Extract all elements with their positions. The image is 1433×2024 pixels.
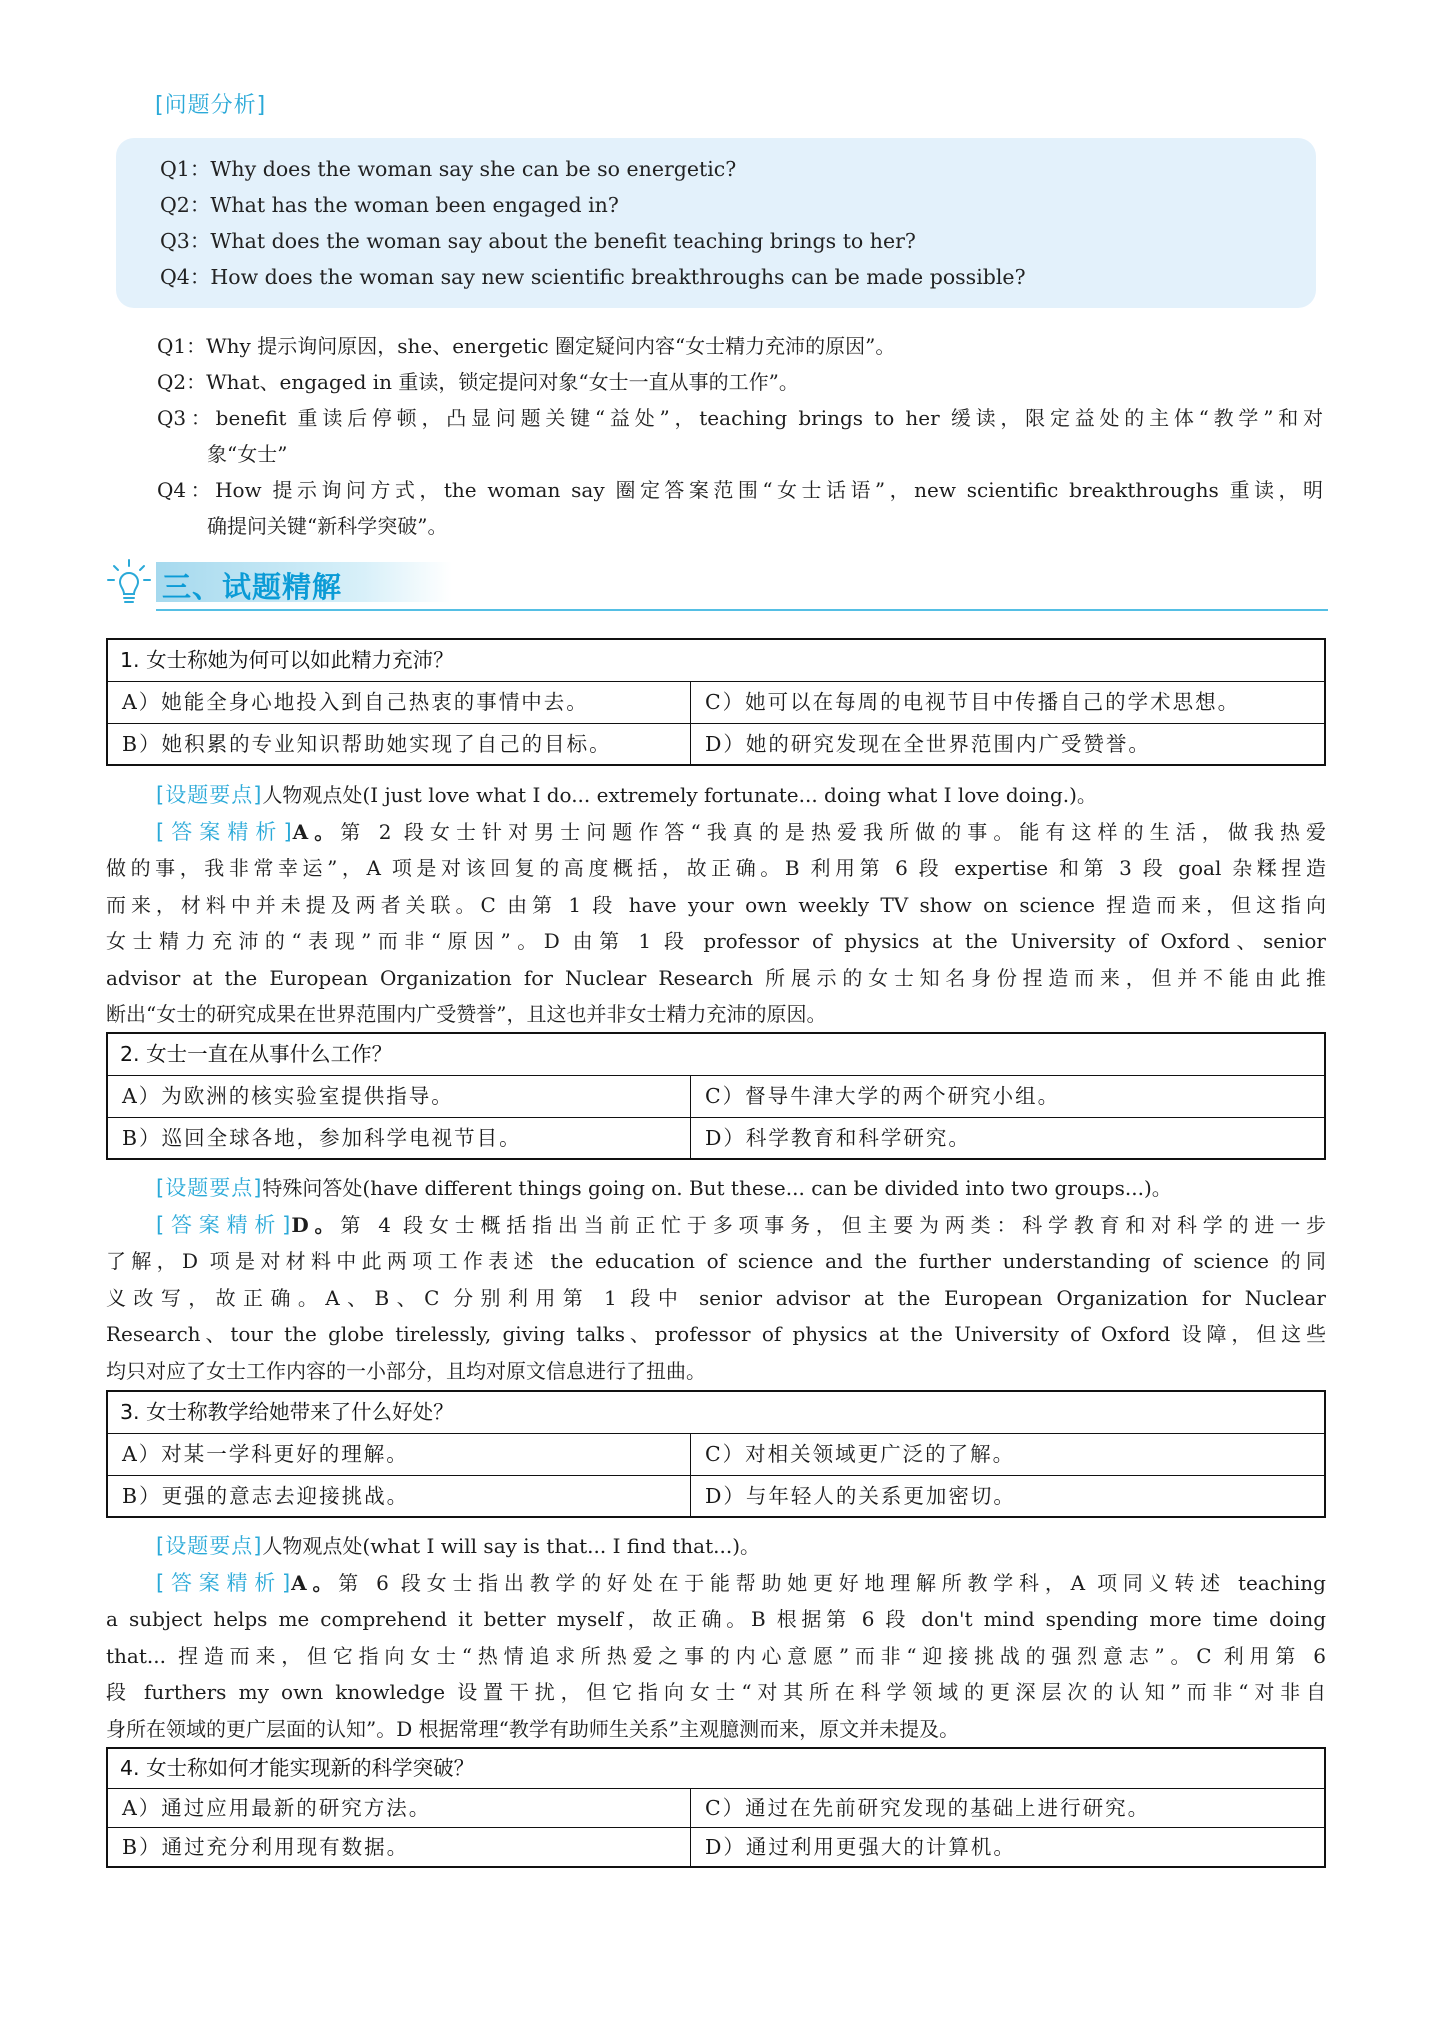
point-tag: [设题要点] [156,783,263,807]
question-title: 1. 女士称她为何可以如此精力充沛？ [108,640,1324,682]
lightbulb-icon [106,558,152,608]
option-a: A）为欧洲的核实验室提供指导。 [108,1076,691,1118]
section-divider [156,609,1328,611]
answer-tag: [答案精析] [156,1570,292,1595]
option-d: D）与年轻人的关系更加密切。 [705,1484,1016,1508]
option-d: D）她的研究发现在全世界范围内广受赞誉。 [705,732,1151,756]
answer-letter: A。 [291,1570,339,1595]
point-tag: [设题要点] [156,1176,263,1200]
option-a: A）她能全身心地投入到自己热衷的事情中去。 [108,682,691,724]
question-table-1 [106,638,1326,766]
answer-line: that... 捏造而来，但它指向女士“热情追求所热爱之事的内心意愿”而非“迎接挑战的强烈意志”。C 利用第 6 [106,1643,1326,1668]
question-q4: Q4：How does the woman say new scientific breakthroughs can be made possible? [160,265,1026,289]
questions-box [116,138,1316,308]
point-text: 人物观点处(what I will say is that... I find that...)。 [262,1534,760,1558]
analysis-q1: Q1：Why 提示询问原因，she、energetic 圈定疑问内容“女士精力充沛的原因”。 [157,334,896,358]
answer-line: 了解，D 项是对材料中此两项工作表述 the education of science and the further understanding of science 的同 [106,1249,1326,1273]
question-title: 2. 女士一直在从事什么工作？ [108,1034,1324,1076]
option-a: A）对某一学科更好的理解。 [108,1434,691,1476]
question-q3: Q3：What does the woman say about the benefit teaching brings to her? [160,229,916,253]
question-table-2 [106,1032,1326,1160]
analysis-q2: Q2：What、engaged in 重读，锁定提问对象“女士一直从事的工作”。 [157,370,799,394]
option-c: C）督导牛津大学的两个研究小组。 [691,1076,1324,1118]
section-title-bar [156,562,452,602]
answer-line: 而来，材料中并未提及两者关联。C 由第 1 段 have your own weekly TV show on science 捏造而来，但这指向 [106,892,1326,917]
answer-letter: A。 [292,819,341,844]
answer-line: 做的事，我非常幸运”，A 项是对该回复的高度概括，故正确。B 利用第 6 段 expertise 和第 3 段 goal 杂糅捏造 [106,856,1326,880]
option-d: D）通过利用更强大的计算机。 [705,1835,1016,1859]
option-c: C）她可以在每周的电视节目中传播自己的学术思想。 [691,682,1324,724]
question-q1: Q1：Why does the woman say she can be so energetic? [160,157,737,181]
question-table-3 [106,1390,1326,1518]
section-title: 三、试题精解 [162,570,343,604]
question-title: 3. 女士称教学给她带来了什么好处？ [108,1392,1324,1434]
option-a: A）通过应用最新的研究方法。 [108,1789,691,1828]
answer-line: 第 4 段女士概括指出当前正忙于多项事务，但主要为两类：科学教育和对科学的进一步 [340,1212,1326,1237]
answer-line: 断出“女士的研究成果在世界范围内广受赞誉”，且这也并非女士精力充沛的原因。 [106,1002,827,1026]
question-title: 4. 女士称如何才能实现新的科学突破？ [108,1749,1324,1789]
option-c: C）通过在先前研究发现的基础上进行研究。 [691,1789,1324,1828]
point-tag: [设题要点] [156,1534,263,1558]
explanation-1 [106,777,1326,1033]
section-header [106,556,1328,612]
answer-line: a subject helps me comprehend it better myself，故正确。B 根据第 6 段 don't mind spending more time doing [106,1607,1326,1631]
point-text: 特殊问答处(have different things going on. But these... can be divided into two groups...)。 [262,1176,1172,1200]
answer-line: 第 6 段女士指出教学的好处在于能帮助她更好地理解所教学科，A 项同义转述 teaching [338,1570,1326,1595]
answer-line: 身所在领域的更广层面的认知”。D 根据常理“教学有助师生关系”主观臆测而来，原文并未提及。 [106,1716,960,1741]
question-table-4 [106,1747,1326,1868]
option-b: B）更强的意志去迎接挑战。 [108,1476,691,1516]
point-text: 人物观点处(I just love what I do... extremely fortunate... doing what I love doing.)。 [262,783,1097,807]
answer-tag: [答案精析] [156,819,293,844]
question-q2: Q2：What has the woman been engaged in? [160,193,619,217]
analysis-q4-cont: 确提问关键“新科学突破”。 [207,514,448,538]
answer-tag: [答案精析] [156,1212,292,1237]
answer-line: 均只对应了女士工作内容的一小部分，且均对原文信息进行了扭曲。 [106,1358,706,1383]
answer-line: 女士精力充沛的“表现”而非“原因”。D 由第 1 段 professor of physics at the University of Oxford、senior [106,929,1326,953]
option-b: B）通过充分利用现有数据。 [108,1828,691,1866]
question-analysis [157,328,1323,544]
answer-line: 第 2 段女士针对男士问题作答“我真的是热爱我所做的事。能有这样的生活，做我热爱 [340,819,1326,844]
option-b: B）巡回全球各地，参加科学电视节目。 [108,1118,691,1158]
answer-line: 义改写，故正确。A、B、C 分别利用第 1 段中 senior advisor at the European Organization for Nuclear [106,1285,1326,1310]
option-c: C）对相关领域更广泛的了解。 [691,1434,1324,1476]
answer-letter: D。 [291,1212,341,1237]
explanation-3 [106,1528,1326,1747]
option-b: B）她积累的专业知识帮助她实现了自己的目标。 [108,724,691,764]
explanation-2 [106,1170,1326,1389]
analysis-q3: Q3：benefit 重读后停顿，凸显问题关键“益处”，teaching brings to her 缓读，限定益处的主体“教学”和对 [157,406,1323,430]
analysis-q4: Q4：How 提示询问方式，the woman say 圈定答案范围“女士话语”，new scientific breakthroughs 重读，明 [157,478,1323,502]
answer-line: Research、tour the globe tirelessly, giving talks、professor of physics at the University of Oxford 设障，但这些 [106,1322,1326,1346]
answer-line: 段 furthers my own knowledge 设置干扰，但它指向女士“对其所在科学领域的更深层次的认知”而非“对非自 [106,1680,1326,1704]
option-d: D）科学教育和科学研究。 [705,1126,971,1150]
analysis-q3-cont: 象“女士” [207,442,288,466]
answer-line: advisor at the European Organization for Nuclear Research 所展示的女士知名身份捏造而来，但并不能由此推 [106,965,1326,990]
problem-analysis-tag: [问题分析] [155,93,267,118]
